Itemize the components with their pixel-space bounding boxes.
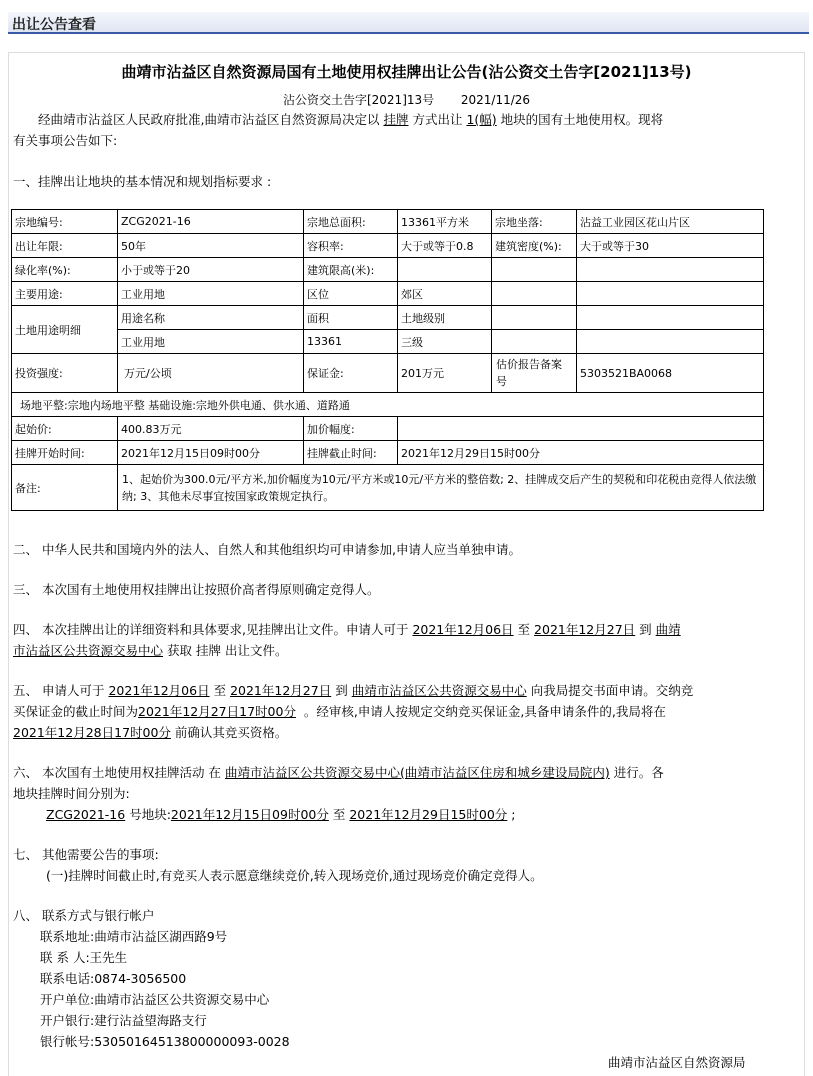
- table-row: [12, 306, 764, 330]
- label-use-detail: 土地用途明细: [12, 306, 118, 354]
- value-density: 大于或等于30: [577, 234, 764, 258]
- s6-at: 在: [208, 765, 221, 780]
- value-parcel-no: ZCG2021-16: [118, 210, 304, 234]
- label-total-area: 宗地总面积:: [304, 210, 398, 234]
- value-main-use: 工业用地: [118, 282, 304, 306]
- value-listing-end: 2021年12月29日15时00分: [398, 441, 764, 465]
- account-unit: 开户单位:曲靖市沾益区公共资源交易中心: [40, 992, 270, 1007]
- section-6-line2: 地块挂牌时间分别为:: [13, 786, 130, 801]
- table-row: [12, 330, 764, 354]
- s6-to: 至: [332, 807, 346, 822]
- s5-text-post: 向我局提交书面申请。交纳竞: [530, 683, 694, 698]
- s5-l2-post: 。经审核,申请人按规定交纳竞买保证金,具备申请条件的,我局将在: [303, 704, 666, 719]
- section-4-line2: [13, 641, 288, 659]
- value-term: 50年: [118, 234, 304, 258]
- page-header: [8, 12, 809, 34]
- s5-end-date: 2021年12月27日: [230, 683, 332, 698]
- section-7: 七、 其他需要公告的事项:: [13, 847, 159, 862]
- label-density: 建筑密度(%):: [492, 234, 577, 258]
- label-height-limit: 建筑限高(米):: [304, 258, 398, 282]
- s5-place: 曲靖市沾益区公共资源交易中心: [351, 683, 527, 698]
- s5-at: 到: [335, 683, 348, 698]
- intro-count: 1(幅): [466, 112, 497, 127]
- value-start-price: 400.83万元: [118, 417, 304, 441]
- label-zone: 区位: [304, 282, 398, 306]
- value-use-name: 工业用地: [118, 330, 304, 354]
- notice-docno-date: [0, 91, 813, 108]
- value-location: 沾益工业园区花山片区: [577, 210, 764, 234]
- empty-cell: [492, 258, 577, 282]
- land-info-table: [11, 209, 764, 511]
- s4-at: 到: [639, 622, 652, 637]
- empty-cell: [577, 330, 764, 354]
- doc-number: 沾公资交土告字[2021]13号: [282, 93, 435, 107]
- table-row: [12, 234, 764, 258]
- contact-phone: 联系电话:0874-3056500: [40, 971, 187, 986]
- contact-address: 联系地址:曲靖市沾益区湖西路9号: [40, 929, 228, 944]
- header-land-grade: 土地级别: [398, 306, 492, 330]
- section-5-line2: [13, 702, 666, 720]
- header-area: 面积: [304, 306, 398, 330]
- header-use-name: 用途名称: [118, 306, 304, 330]
- intro-text-mid: 方式出让: [412, 112, 463, 127]
- account-number: 银行帐号:53050164513800000093-0028: [40, 1034, 290, 1049]
- value-height-limit: [398, 258, 492, 282]
- intro-text-post: 地块的国有土地使用权。现将: [500, 112, 664, 127]
- label-start-price: 起始价:: [12, 417, 118, 441]
- s6-end-time: 2021年12月29日15时00分: [349, 807, 508, 822]
- label-listing-end: 挂牌截止时间:: [304, 441, 398, 465]
- section-6-line1: [13, 763, 664, 781]
- notice-date: 2021/11/26: [460, 93, 531, 107]
- label-deposit: 保证金:: [304, 354, 398, 393]
- table-row: [12, 258, 764, 282]
- section-5-line3: [13, 723, 287, 741]
- label-term: 出让年限:: [12, 234, 118, 258]
- label-green-rate: 绿化率(%):: [12, 258, 118, 282]
- s5-l2-text: 买保证金的截止时间为: [13, 704, 139, 719]
- empty-cell: [492, 330, 577, 354]
- s6-plot: 号地块:: [129, 807, 171, 822]
- section-2: 二、 中华人民共和国境内外的法人、自然人和其他组织均可申请参加,申请人应当单独申请。: [13, 542, 521, 557]
- s5-confirm-date: 2021年12月28日17时00分: [13, 725, 171, 740]
- s4-get: 获取: [167, 643, 193, 658]
- table-row: [12, 282, 764, 306]
- value-total-area: 13361平方米: [398, 210, 492, 234]
- section-5-line1: [13, 681, 693, 699]
- intro-text: 经曲靖市沾益区人民政府批准,曲靖市沾益区自然资源局决定以: [38, 112, 380, 127]
- label-increment: 加价幅度:: [304, 417, 398, 441]
- table-row: [12, 417, 764, 441]
- table-row: [12, 441, 764, 465]
- s4-to: 至: [517, 622, 531, 637]
- contact-person: 联 系 人:王先生: [40, 950, 128, 965]
- label-main-use: 主要用途:: [12, 282, 118, 306]
- s6-text-post: 进行。各: [613, 765, 664, 780]
- s5-l3-post: 前确认其竞买资格。: [174, 725, 288, 740]
- value-investment: 万元/公顷: [118, 354, 304, 393]
- table-row: [12, 465, 764, 511]
- intro-line2: 有关事项公告如下:: [13, 133, 118, 148]
- s4-place-part1: 曲靖: [655, 622, 681, 637]
- label-location: 宗地坐落:: [492, 210, 577, 234]
- label-investment: 投资强度:: [12, 354, 118, 393]
- s6-start-time: 2021年12月15日09时00分: [170, 807, 329, 822]
- s5-text: 五、 申请人可于: [13, 683, 105, 698]
- section-6-line3: [46, 805, 515, 823]
- table-row: [12, 210, 764, 234]
- value-listing-start: 2021年12月15日09时00分: [118, 441, 304, 465]
- section-1-heading: 一、挂牌出让地块的基本情况和规划指标要求 :: [13, 174, 272, 189]
- value-far: 大于或等于0.8: [398, 234, 492, 258]
- s5-start-date: 2021年12月06日: [108, 683, 210, 698]
- value-remarks: 1、起始价为300.0元/平方米,加价幅度为10元/平方米或10元/平方米的整倍数; 2、挂牌成交后产生的契税和印花税由竞得人依法缴纳; 3、其他未尽事宜按国家政策规定执行。: [118, 465, 764, 511]
- account-bank: 开户银行:建行沾益望海路支行: [40, 1013, 207, 1028]
- empty-cell: [492, 306, 577, 330]
- signature: 曲靖市沾益区自然资源局: [608, 1055, 746, 1070]
- empty-cell: [577, 282, 764, 306]
- value-appraisal-no: 5303521BA0068: [577, 354, 764, 393]
- s6-parcel-code: ZCG2021-16: [46, 807, 126, 822]
- section-8: 八、 联系方式与银行帐户: [13, 908, 155, 923]
- site-infrastructure: 场地平整:宗地内场地平整 基础设施:宗地外供电通、供水通、道路通: [12, 393, 764, 417]
- s4-end-date: 2021年12月27日: [534, 622, 636, 637]
- label-remarks: 备注:: [12, 465, 118, 511]
- value-deposit: 201万元: [398, 354, 492, 393]
- value-increment: [398, 417, 764, 441]
- label-appraisal-no: 估价报告备案号: [492, 354, 577, 393]
- value-zone: 郊区: [398, 282, 492, 306]
- section-4-line1: [13, 620, 681, 638]
- empty-cell: [577, 258, 764, 282]
- s6-place: 曲靖市沾益区公共资源交易中心(曲靖市沾益区住房和城乡建设局院内): [224, 765, 610, 780]
- s5-to: 至: [213, 683, 227, 698]
- s5-deadline: 2021年12月27日17时00分: [138, 704, 296, 719]
- s6-text: 六、 本次国有土地使用权挂牌活动: [13, 765, 205, 780]
- table-row: [12, 393, 764, 417]
- value-land-grade: 三级: [398, 330, 492, 354]
- section-7-item: (一)挂牌时间截止时,有竞买人表示愿意继续竞价,转入现场竞价,通过现场竞价确定竞得人。: [46, 868, 543, 883]
- notice-title: 曲靖市沾益区自然资源局国有土地使用权挂牌出让公告(沾公资交土告字[2021]13号): [121, 63, 692, 81]
- s4-place-part2: 市沾益区公共资源交易中心: [13, 643, 164, 658]
- label-far: 容积率:: [304, 234, 398, 258]
- s4-text: 四、 本次挂牌出让的详细资料和具体要求,见挂牌出让文件。申请人可于: [13, 622, 409, 637]
- s6-semicolon: ;: [511, 807, 516, 822]
- s4-text-post: 出让文件。: [225, 643, 288, 658]
- table-row: [12, 354, 764, 393]
- label-listing-start: 挂牌开始时间:: [12, 441, 118, 465]
- empty-cell: [492, 282, 577, 306]
- label-parcel-no: 宗地编号:: [12, 210, 118, 234]
- intro-line1: [38, 110, 663, 128]
- section-3: 三、 本次国有土地使用权挂牌出让按照价高者得原则确定竞得人。: [13, 582, 380, 597]
- s4-method: 挂牌: [196, 643, 222, 658]
- empty-cell: [577, 306, 764, 330]
- value-green-rate: 小于或等于20: [118, 258, 304, 282]
- intro-method: 挂牌: [383, 112, 409, 127]
- value-area: 13361: [304, 330, 398, 354]
- s4-start-date: 2021年12月06日: [412, 622, 514, 637]
- page-header-title: 出让公告查看: [12, 17, 96, 33]
